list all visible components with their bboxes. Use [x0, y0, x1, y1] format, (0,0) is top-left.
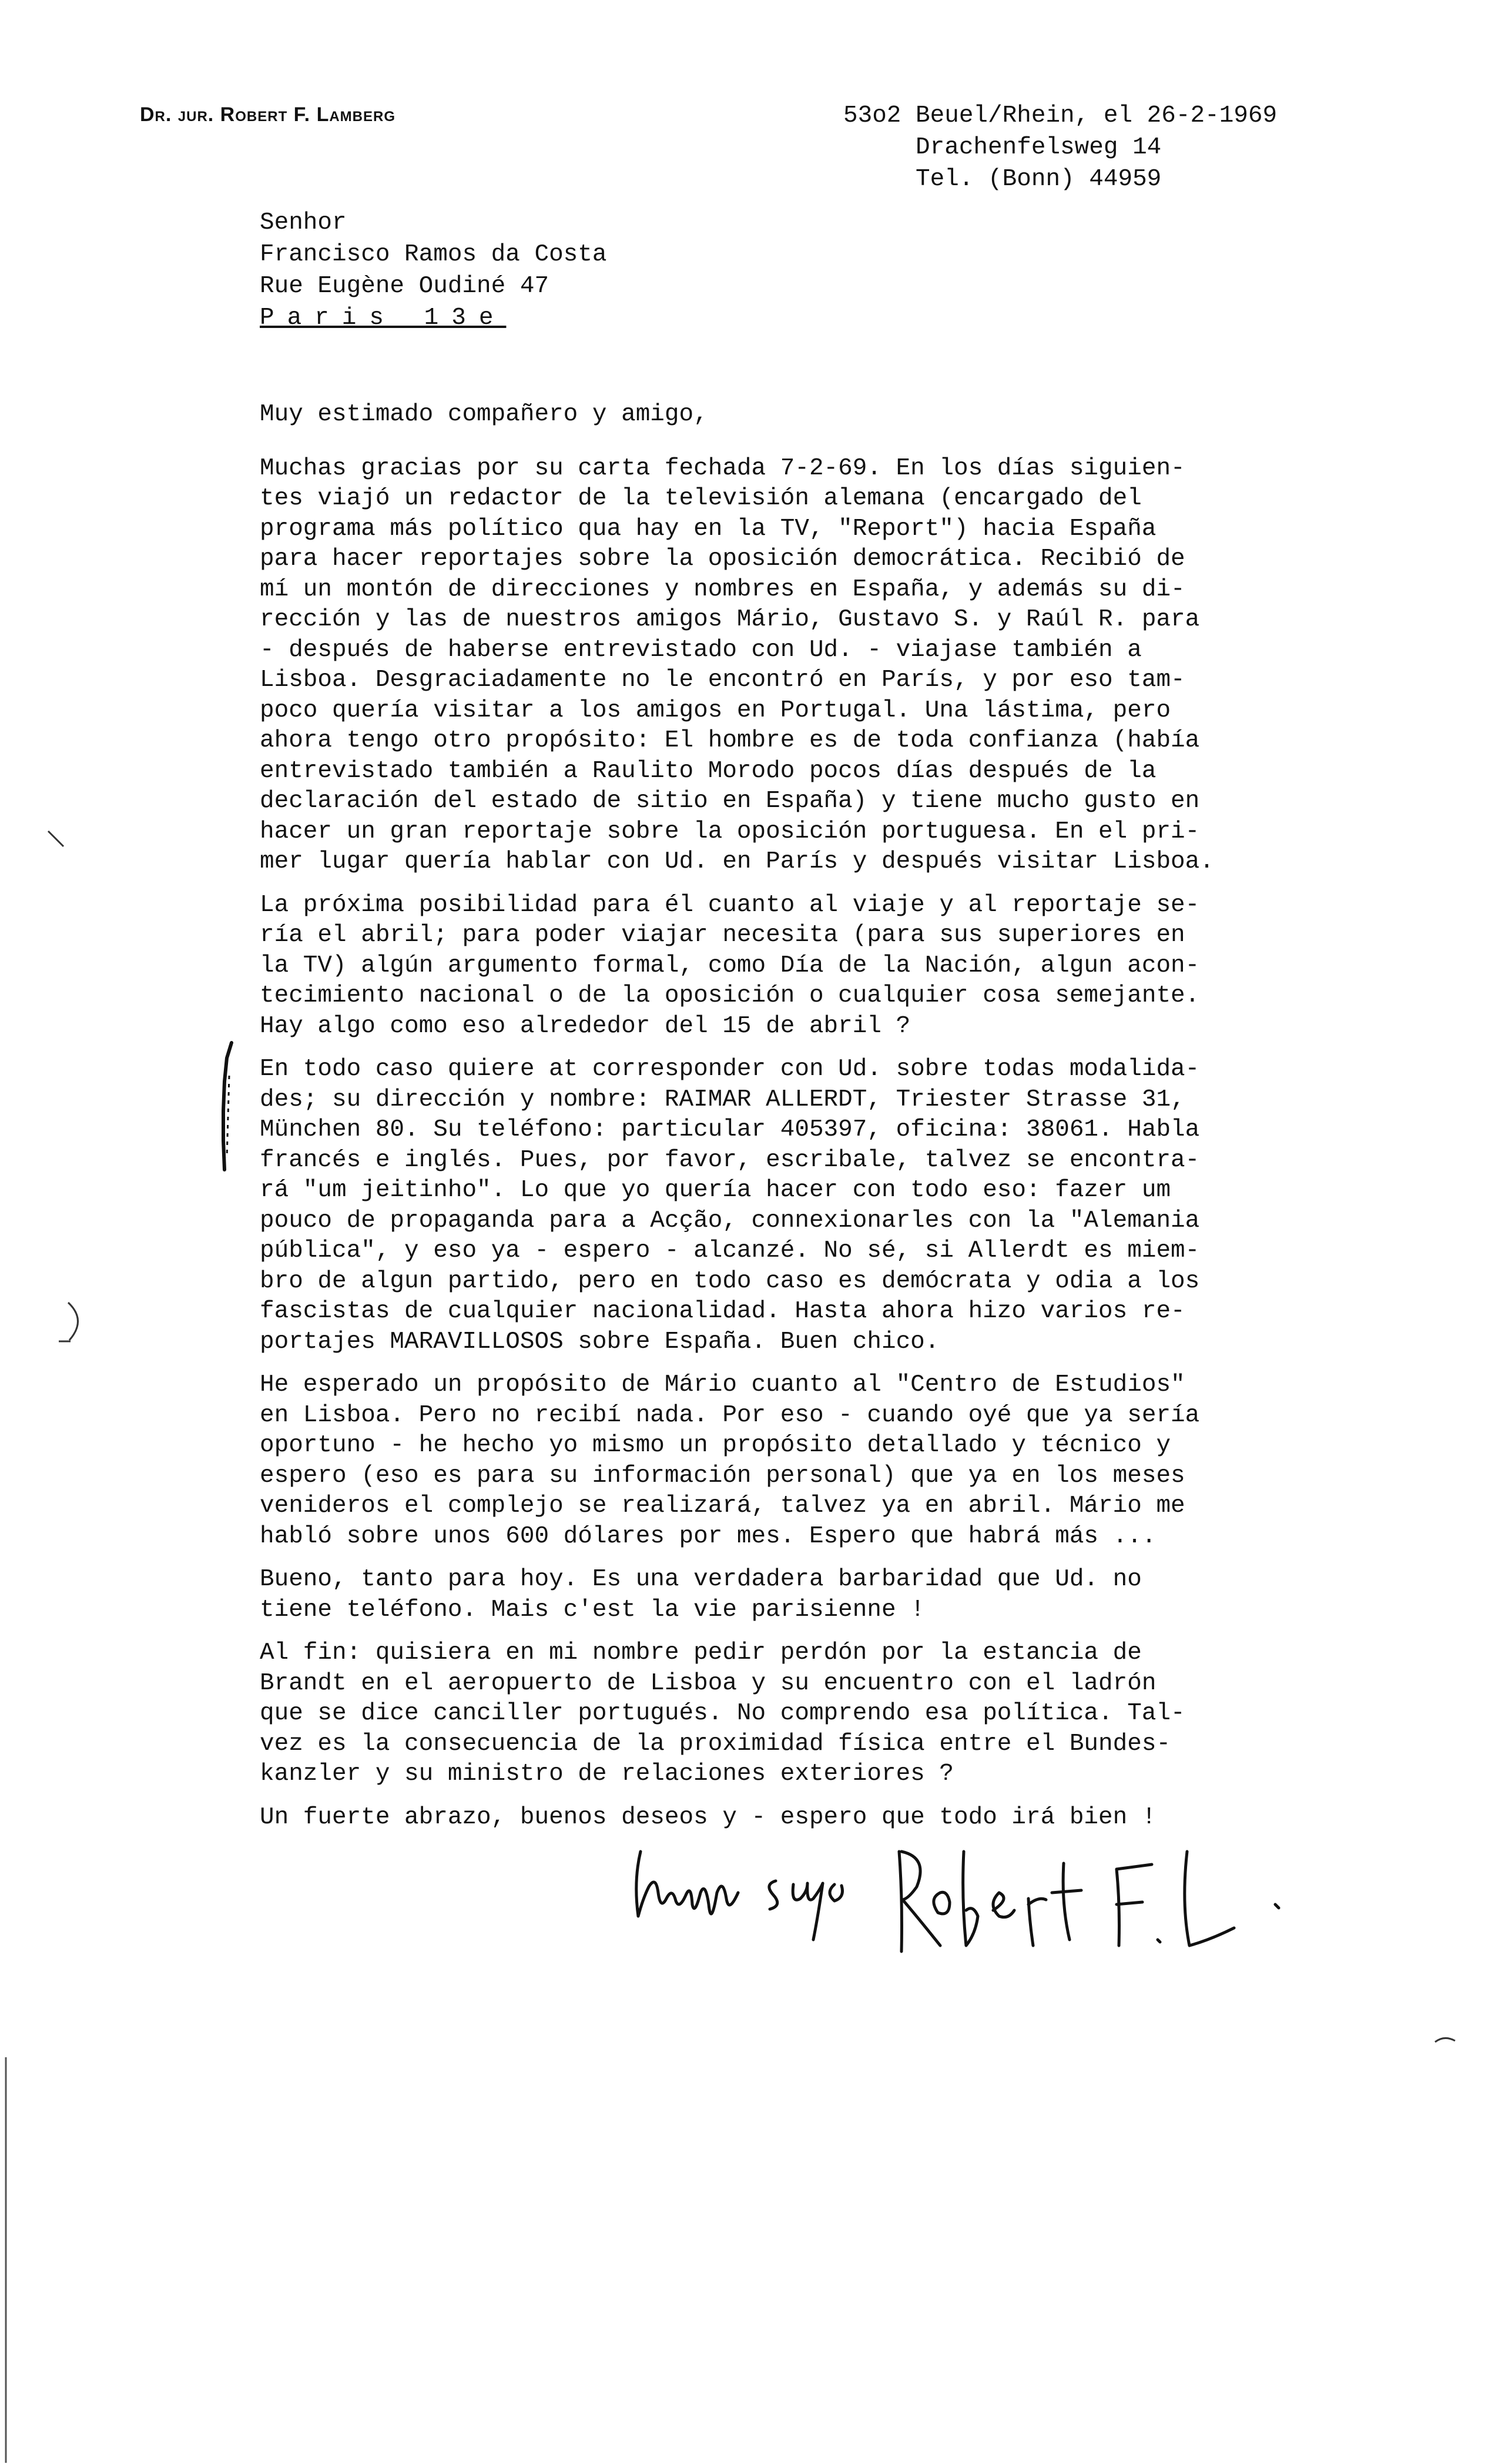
recipient-address: [260, 207, 607, 334]
recipient-title: Senhor: [260, 209, 347, 236]
sender-address-line2: Drachenfelsweg 14: [843, 134, 1162, 161]
paragraph-3: En todo caso quiere at corresponder con Ud. sobre todas modalida- des; su dirección y nombre: RAIMAR ALLERDT, Triester Strasse 31, München 80. Su teléfono: particular 405397, oficina: 38061. Habla francés e inglés. Pues, por favor, escribale, talvez se encontra- rá "um jeitinho". Lo que yo quería hacer con todo eso: fazer um pouco de propaganda para a Acção, connexionarles con la "Alemania pública", y eso ya - espero - alcanzé. No sé, si Allerdt es miem- bro de algun partido, pero en todo caso es demócrata y odia a los fascistas de cualquier nacionalidad. Hasta ahora hizo varios re- portajes MARAVILLOSOS sobre España. Buen chico.: [260, 1056, 1200, 1355]
letterhead-name: Dr. jur. Robert F. Lamberg: [140, 103, 396, 126]
margin-paren-mark: [56, 1299, 92, 1346]
recipient-city: Paris 13e: [260, 304, 507, 332]
sender-address-line3: Tel. (Bonn) 44959: [843, 166, 1162, 193]
closing: Un fuerte abrazo, buenos deseos y - espero que todo irá bien !: [260, 1803, 1157, 1831]
paragraph-6: Al fin: quisiera en mi nombre pedir perdón por la estancia de Brandt en el aeropuerto de Lisboa y su encuentro con el ladrón que se dice canciller portugués. No comprendo esa política. Tal- vez es la consecuencia de la proximidad física entre el Bundes- kanzler y su ministro de relaciones exteriores ?: [260, 1639, 1185, 1787]
paragraph-2: La próxima posibilidad para él cuanto al viaje y al reportaje se- ría el abril; para poder viajar necesita (para sus superiores en la TV) algún argumento formal, como Día de la Nación, algun acon- tecimiento nacional o de la oposición o cualquier cosa semejante. Hay algo como eso alrededor del 15 de abril ?: [260, 891, 1200, 1040]
paragraph-4: He esperado un propósito de Mário cuanto al "Centro de Estudios" en Lisboa. Pero no recibí nada. Por eso - cuando oyé que ya sería oportuno - he hecho yo mismo un propósito detallado y técnico y espero (eso es para su información personal) que ya en los meses venideros el complejo se realizará, talvez ya en abril. Mário me habló sobre unos 600 dólares por mes. Espero que habrá más ...: [260, 1371, 1200, 1550]
margin-rule-mark: [4, 2057, 9, 2463]
edge-dash-mark: [1434, 2034, 1457, 2045]
margin-bracket-mark: [219, 1040, 242, 1176]
recipient-street: Rue Eugène Oudiné 47: [260, 273, 549, 300]
paragraph-5: Bueno, tanto para hoy. Es una verdadera barbaridad que Ud. no tiene teléfono. Mais c'est la vie parisienne !: [260, 1566, 1142, 1623]
handwritten-signature: [623, 1828, 1328, 1969]
sender-address: [843, 100, 1277, 195]
recipient-name: Francisco Ramos da Costa: [260, 241, 607, 268]
paragraph-1: Muchas gracias por su carta fechada 7-2-69. En los días siguien- tes viajó un redactor de la televisión alemana (encargado del programa más político qua hay en la TV, "Report") hacia España para hacer reportajes sobre la oposición democrática. Recibió de mí un montón de direcciones y nombres en España, y además su di- rección y las de nuestros amigos Mário, Gustavo S. y Raúl R. para - después de haberse entrevistado con Ud. - viajase también a Lisboa. Desgraciadamente no le encontró en París, y por eso tam- poco quería visitar a los amigos en Portugal. Una lástima, pero ahora tengo otro propósito: El hombre es de toda confianza (había entrevistado también a Raulito Morodo pocos días después de la declaración del estado de sitio en España) y tiene mucho gusto en hacer un gran reportaje sobre la oposición portuguesa. En el pri- mer lugar quería hablar con Ud. en París y después visitar Lisboa.: [260, 454, 1214, 875]
salutation: Muy estimado compañero y amigo,: [260, 401, 708, 428]
letter-body: [260, 400, 1447, 1846]
margin-tick-mark: [46, 829, 69, 852]
sender-address-line1: 53o2 Beuel/Rhein, el 26-2-1969: [843, 102, 1278, 129]
